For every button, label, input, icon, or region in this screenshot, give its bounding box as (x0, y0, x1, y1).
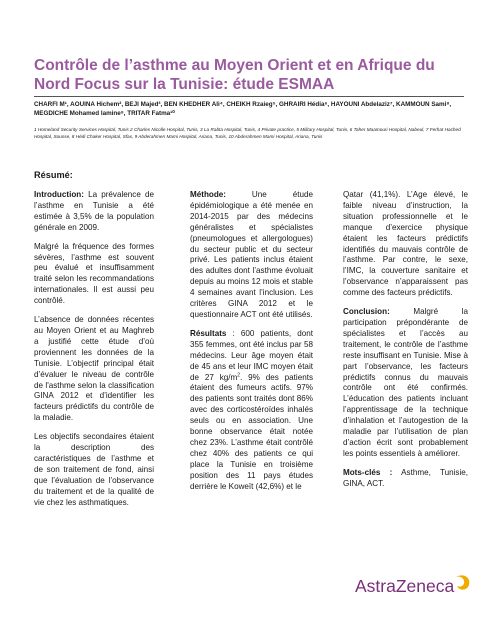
results-text-b: . 9% des patients étaient des fumeurs actifs. 97% des patients sont traités dont 86% avec des corticostéroïdes inhalés seuls ou en association. Une bonne observance était notée chez 23%. L’asthme était contrôlé chez 40% des patients ce qui place la Tunisie en troisième position des 11 pays études derrière le Koweït (42,6%) et le (190, 372, 313, 491)
col3-paragraph-1: Qatar (41,1%). L’Age élevé, le faible niveau d’instruction, la situation professionnelle et le manque d’exercice physique étaient les facteurs prédictifs identifiés du mauvais contrôle de l’asthme. Par contre, le sexe, l’IMC, la couverture sanitaire et l’observance n’apparaissent pas comme des facteurs prédictifs. (343, 190, 468, 298)
column-3 (343, 190, 468, 498)
conclusion-label: Conclusion: (343, 307, 390, 317)
col1-paragraph-2: Malgré la fréquence des formes sévères, l’asthme est souvent peu évalué et insuffisamment traité selon les recommandations internationales. Il est aussi peu contrôlé. (34, 241, 154, 306)
astrazeneca-logo (355, 571, 475, 599)
results-superscript: 2 (237, 371, 241, 378)
results-text-a: : 600 patients, dont 355 femmes, ont été inclus par 58 médecins. Leur âge moyen était de 45 ans et leur IMC moyen était de 27 kg/m (190, 328, 313, 382)
method-label: Méthode: (190, 190, 226, 199)
conclusion-paragraph (343, 307, 468, 460)
author-list: CHARFI M¹, AOUINA Hichem², BEJI Majed³, BEN KHEDHER Ali⁴, CHEIKH Rzaieg⁵, GHRAIRI Hédia⁶, HAYOUNI Abdelaziz⁷, KAMMOUN Sami⁸, MEGDICHE Mohamed lamine⁹, TRITAR Fatma¹⁰ (34, 101, 452, 117)
col1-paragraph-3: L’absence de données récentes au Moyen Orient et au Maghreb a justifié cette étude d’où proviennent les données de la Tunisie. L’objectif principal était d’évaluer le niveau de contrôle de l'asthme selon la classification GINA 2012 et d’identifier les facteurs prédictifs du contrôle de la maladie. (34, 315, 154, 423)
keywords-label: Mots-clés : (343, 467, 393, 477)
keywords-text: Asthme, Tunisie, GINA, ACT. (343, 467, 468, 488)
results-label: Résultats (190, 328, 227, 338)
method-text: Une étude épidémiologique a été menée en 2014-2015 par des médecins généralistes et spécialistes (pneumologues et allergologues) du secteur public et du secteur privé. Les patients inclus étaient des adultes dont l’asthme évoluait depuis au moins 12 mois et stable 4 semaines avant l’inclusion. Les critères GINA 2012 et le questionnaire ACT ont été utilisés. (190, 190, 313, 319)
logo-wordmark: AstraZeneca (355, 576, 455, 596)
affiliations: 1 Homeland Security Services Hospital, Tunis 2 Charles Nicolle Hospital, Tunis, 3 La Rabta Hospital, Tunis, 4 Private practice, 5 Military Hospital, Tunis, 6 Taher Maamouri Hospital, Nabeul, 7 Ferhat Hached Hospital, Sousse, 8 Hédi Chaker Hospital, Sfax, 9 Abderahmen Mami Hospital, Ariana, Tunis, 10 Abderahmen Mami Hospital, Ariana, Tunis (34, 127, 461, 139)
column-2 (190, 190, 313, 500)
resume-heading: Résumé: (34, 170, 73, 180)
conclusion-text: Malgré la participation prépondérante de spécialistes et l’accès au traitement, le contrôle de l’asthme reste insuffisant en Tunisie. Mise à part l’observance, les facteurs prédictifs connus du mauvais contrôle ont été confirmés. L’éducation des patients incluant l’apprentissage de la technique d’inhalation et l’autogestion de la maladie par l’utilisation de plan d’action écrit sont probablement les points essentiels à améliorer. (343, 307, 468, 458)
col1-paragraph-4: Les objectifs secondaires étaient la description des caractéristiques de l’asthme et de son traitement de fond, ainsi que l’évaluation de l’observance du traitement et de la qualité de vie chez les asthmatiques. (34, 432, 154, 507)
introduction-paragraph (34, 190, 154, 234)
logo-swirl-icon (456, 575, 469, 589)
keywords-paragraph (343, 468, 468, 490)
title-divider (34, 96, 464, 97)
introduction-label: Introduction: (34, 190, 84, 199)
column-1 (34, 190, 154, 516)
paper-title: Contrôle de l’asthme au Moyen Orient et en Afrique du Nord Focus sur la Tunisie: étude ESMAA (34, 57, 435, 93)
method-paragraph (190, 190, 313, 321)
introduction-text: La prévalence de l’asthme en Tunisie a été estimée à 3,5% de la population générale en 2009. (34, 190, 154, 232)
results-paragraph (190, 329, 313, 493)
